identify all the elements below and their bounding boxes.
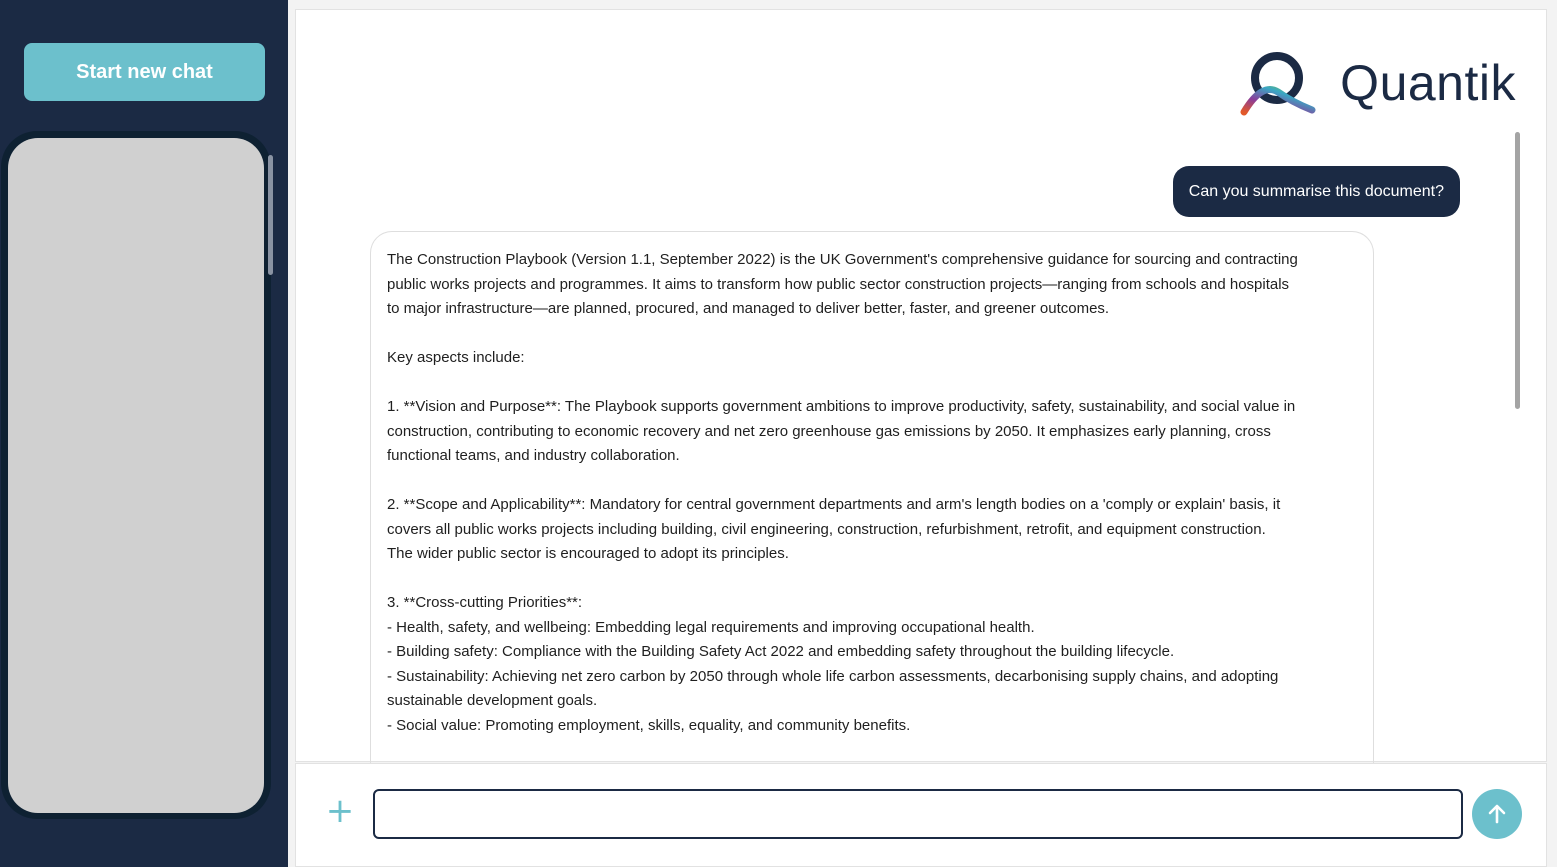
plus-icon[interactable]: + <box>325 791 355 831</box>
assistant-message-bubble <box>370 231 1374 771</box>
sidebar <box>0 0 288 867</box>
assistant-message-text: The Construction Playbook (Version 1.1, September 2022) is the UK Government's comprehensive guidance for sourcing and contracting public works projects and programmes. It aims to transform how public sector construction projects—ranging from schools and hospitals to major infrastructure—are planned, procured, and managed to deliver better, faster, and greener outcomes. Key aspects include: 1. **Vision and Purpose**: The Playbook supports government ambitions to improve productivity, safety, sustainability, and social value in construction, contributing to economic recovery and net zero greenhouse gas emissions by 2050. It emphasizes early planning, cross functional teams, and industry collaboration. 2. **Scope and Applicability**: Mandatory for central government departments and arm's length bodies on a 'comply or explain' basis, it covers all public works projects including building, civil engineering, construction, refurbishment, retrofit, and equipment construction. The wider public sector is encouraged to adopt its principles. 3. **Cross-cutting Priorities**: - Health, safety, and wellbeing: Embedding legal requirements and improving occupational health. - Building safety: Compliance with the Building Safety Act 2022 and embedding safety throughout the building lifecycle. - Sustainability: Achieving net zero carbon by 2050 through whole life carbon assessments, decarbonising supply chains, and adopting sustainable development goals. - Social value: Promoting employment, skills, equality, and community benefits. <box>387 251 1298 734</box>
brand-logo <box>1240 48 1516 118</box>
sidebar-scrollbar[interactable] <box>268 155 273 275</box>
arrow-up-icon <box>1484 801 1510 827</box>
brand-name: Quantik <box>1340 55 1516 111</box>
chat-panel <box>295 9 1547 762</box>
chat-history-list[interactable] <box>8 138 264 813</box>
user-message-bubble <box>1173 166 1460 217</box>
message-input[interactable] <box>373 789 1463 839</box>
start-new-chat-button[interactable]: Start new chat <box>24 43 265 101</box>
composer-bar <box>295 763 1547 867</box>
quantik-logo-icon <box>1240 48 1316 118</box>
chat-scrollbar[interactable] <box>1515 132 1520 409</box>
send-button[interactable] <box>1472 789 1522 839</box>
user-message-text: Can you summarise this document? <box>1188 182 1444 200</box>
